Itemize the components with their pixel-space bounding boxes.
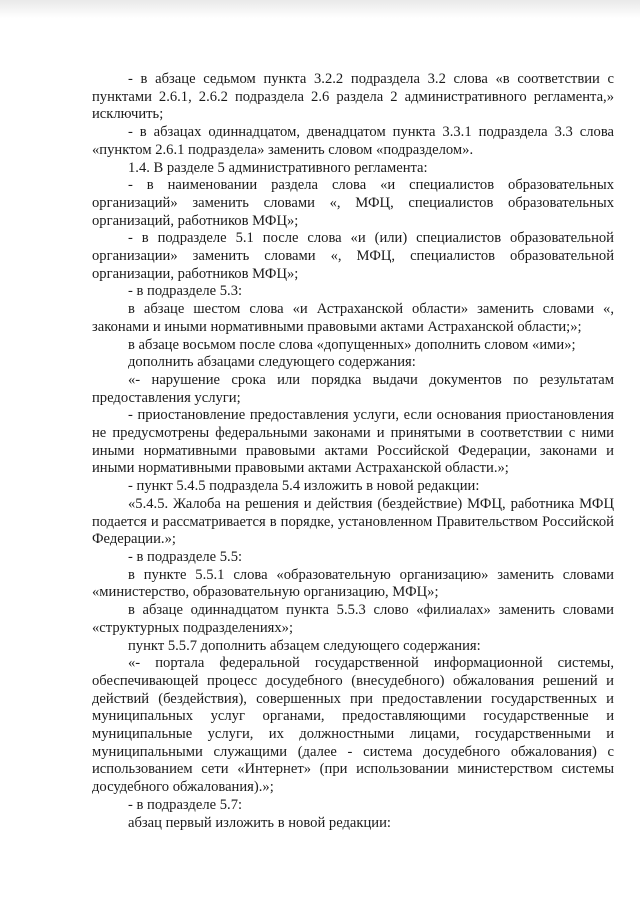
paragraph: «5.4.5. Жалоба на решения и действия (бездействие) МФЦ, работника МФЦ подается и рассматривается в порядке, установленном Правительством Российской Федерации.»; [92,495,614,548]
paragraph: «- нарушение срока или порядка выдачи документов по результатам предоставления услуги; [92,371,614,406]
paragraph: - в подразделе 5.5: [128,548,243,565]
paragraph: 1.4. В разделе 5 административного регламента: [128,159,428,176]
scan-edge-shadow [0,0,640,18]
paragraph: - приостановление предоставления услуги, если основания приостановления не предусмотрены федеральными законами и принятыми в соответствии с ними иными нормативными правовыми актами Российской Федерации, законами и иными нормативными правовыми актами Астраханской области.»; [92,407,614,477]
paragraph: - в наименовании раздела слова «и специалистов образовательных организаций» заменить словами «, МФЦ, специалистов образовательных организаций, работников МФЦ»; [92,177,614,229]
paragraph: - в подразделе 5.1 после слова «и (или) специалистов образовательной организации» заменить словами «, МФЦ, специалистов образовательной организации, работников МФЦ»; [92,230,614,282]
paragraph: - в абзацах одиннадцатом, двенадцатом пункта 3.3.1 подраздела 3.3 слова «пунктом 2.6.1 подраздела» заменить словом «подразделом». [92,124,614,158]
paragraph: - в подразделе 5.3: [128,283,243,300]
paragraph: «- портала федеральной государственной информационной системы, обеспечивающей процесс досудебного (внесудебного) обжалования решений и действий (бездействия), совершенных при предоставлении государственных и муниципальных услуг органами, предоставляющими государственные и муниципальные услуги, их должностными лицами, государственными и муниципальными служащими (далее - система досудебного обжалования) с использованием сети «Интернет» (при использовании министерством системы досудебного обжалования).»; [92,655,614,796]
paragraph: в абзаце одиннадцатом пункта 5.5.3 слово «филиалах» заменить словами «структурных подразделениях»; [92,602,614,636]
paragraph: в пункте 5.5.1 слова «образовательную организацию» заменить словами «министерство, образовательную организацию, МФЦ»; [92,566,614,601]
paragraph: абзац первый изложить в новой редакции: [128,814,391,831]
paragraph: - в подразделе 5.7: [128,796,243,813]
paragraph: - в абзаце седьмом пункта 3.2.2 подраздела 3.2 слова «в соответствии с пунктами 2.6.1, 2.6.2 подраздела 2.6 раздела 2 административного регламента,» исключить; [92,71,614,123]
paragraph: дополнить абзацами следующего содержания: [128,354,416,371]
paragraph: пункт 5.5.7 дополнить абзацем следующего содержания: [128,637,481,654]
paragraph: в абзаце шестом слова «и Астраханской области» заменить словами «, законами и иными нормативными правовыми актами Астраханской области;»; [92,301,614,335]
paragraph: - пункт 5.4.5 подраздела 5.4 изложить в новой редакции: [128,478,480,495]
document-body [92,71,614,832]
paragraph: в абзаце восьмом после слова «допущенных» дополнить словом «ими»; [128,336,576,353]
